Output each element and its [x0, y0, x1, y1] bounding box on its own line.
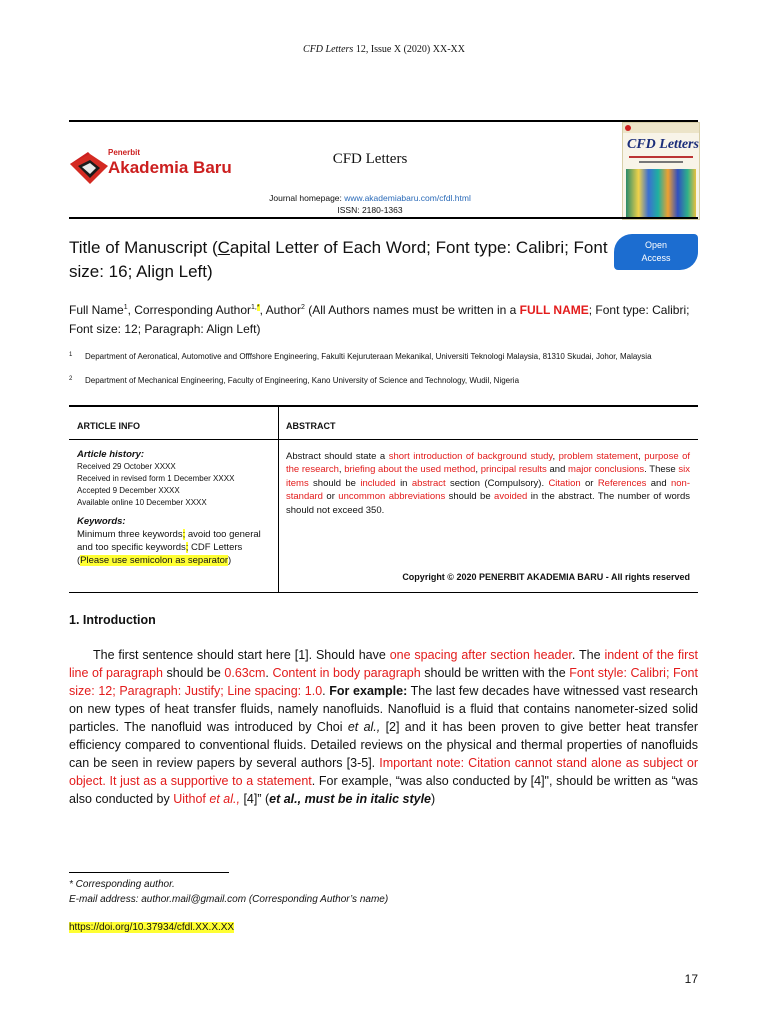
cover-divider [629, 156, 693, 158]
abstract-run: should be [445, 491, 495, 503]
section-heading: 1. Introduction [69, 613, 156, 627]
article-info [77, 448, 272, 567]
open-access-line2: Access [641, 253, 671, 263]
cover-title: CFD Letters [627, 137, 699, 152]
abstract-run: Abstract should state a [286, 451, 389, 462]
table-bottom-rule [69, 592, 698, 593]
title-lead: Title of Manuscript ( [69, 238, 218, 257]
running-head [0, 44, 768, 55]
manuscript-title [69, 236, 609, 284]
journal-cover-image [622, 122, 700, 220]
running-head-issue: 12, Issue X (2020) XX-XX [353, 44, 465, 55]
body-bold-italic: et al., must be in italic style [269, 792, 431, 806]
keywords-note: Please use semicolon as separator [80, 555, 229, 566]
abstract-highlight: purpose of the research [286, 451, 691, 476]
body-paragraph [69, 646, 698, 808]
abstract-highlight: six items [286, 464, 691, 489]
affiliation-2-text: Department of Mechanical Engineering, Faculty of Engineering, Kano University of Science and Technology, Wudil, Nigeria [85, 376, 520, 385]
abstract-run: and [646, 477, 671, 489]
abstract-highlight: References [597, 477, 647, 489]
header-top-rule [69, 120, 698, 122]
abstract-run: in [395, 477, 412, 489]
keywords-part-3: CDF Letters ( [77, 542, 243, 566]
abstract-run: and [546, 464, 569, 476]
online-date: Available online 10 December XXXX [77, 498, 207, 507]
table-divider [278, 406, 279, 592]
abstract-run: , [552, 451, 559, 462]
affiliation-2-number: 2 [69, 376, 73, 382]
article-info-header: ARTICLE INFO [77, 421, 140, 431]
cover-flow-image [626, 169, 696, 217]
author-1: Full Name [69, 303, 124, 317]
abstract-header: ABSTRACT [286, 421, 336, 431]
revised-date: Received in revised form 1 December XXXX [77, 474, 235, 483]
cover-top-band [623, 123, 699, 133]
cover-logo-icon [625, 125, 631, 131]
body-run: [2] and it has been proven to give better heat transfer efficiency compared to conventional fluids. Detailed reviews on the physical and thermal properties of nanofluids can be seen in review papers by several authors [3-5]. [69, 720, 698, 770]
homepage-label: Journal homepage: [269, 193, 345, 203]
body-run: . [322, 684, 330, 698]
abstract-highlight: short introduction of background study [388, 451, 553, 462]
abstract-highlight: principal results [480, 464, 547, 476]
running-head-journal: CFD Letters [303, 44, 354, 55]
corresponding-author-note: * Corresponding author. [69, 879, 175, 890]
logo-akademia-baru: Akademia Baru [108, 158, 232, 177]
body-run: The first sentence should start here [1]. Should have [93, 648, 390, 662]
email-address: E-mail address: author.mail@gmail.com (Corresponding Author’s name) [69, 894, 389, 905]
body-run: . The [571, 648, 605, 662]
abstract-run: section (Compulsory). [445, 477, 549, 489]
page-number: 17 [684, 972, 698, 986]
body-highlight: Uithof [173, 792, 210, 806]
author-3-sup: 2 [300, 304, 305, 311]
footnote-rule [69, 872, 229, 873]
copyright-line: Copyright © 2020 PENERBIT AKADEMIA BARU - All rights reserved [402, 572, 690, 582]
body-run: The last few decades have witnessed vast research on new types of heat transfer fluids, namely nanofluids. Nanofluid is a fluid that contains nanometer-sized solid particles. The nanofluid was introduced by Choi [69, 684, 699, 734]
abstract-text [286, 450, 690, 517]
book-logo-icon [68, 148, 110, 188]
keywords-part-2: avoid too general and too specific keywords [77, 529, 261, 553]
cover-subtitle-line [639, 161, 683, 163]
title-underlined-c: C [217, 238, 230, 257]
author-2-sup: 1, [251, 304, 257, 311]
body-highlight-italic: et al., [209, 792, 240, 806]
abstract-highlight: Citation [548, 477, 581, 489]
logo-penerbit: Penerbit [108, 148, 141, 157]
abstract-highlight: briefing about the used method [344, 464, 476, 476]
article-history-label: Article history: [77, 449, 145, 460]
abstract-highlight: major conclusions [568, 464, 645, 476]
open-access-line1: Open [644, 240, 667, 250]
abstract-highlight: avoided [494, 491, 528, 503]
abstract-run: should be [308, 477, 361, 489]
abstract-run: , [638, 451, 645, 462]
open-access-badge[interactable] [614, 234, 698, 270]
abstract-run: or [322, 491, 339, 503]
full-name-emphasis: FULL NAME [519, 303, 589, 317]
abstract-run: , [475, 464, 481, 476]
abstract-highlight: abstract [411, 477, 446, 489]
journal-homepage [230, 192, 510, 216]
body-highlight: Content in body paragraph [272, 666, 421, 680]
abstract-run: . These [644, 464, 679, 476]
body-run: should be written with the [420, 666, 570, 680]
table-header-rule [69, 439, 698, 440]
corresponding-star: * [256, 304, 260, 311]
body-highlight: one spacing after section header [389, 648, 572, 662]
issn: ISSN: 2180-1363 [337, 205, 403, 215]
keywords-text [77, 528, 272, 567]
homepage-link[interactable]: www.akademiabaru.com/cfdl.html [344, 193, 471, 203]
body-run: . For example, “was also conducted by [4]", should be written as “was also conducted by [69, 774, 698, 806]
body-highlight: indent of the first line of paragraph [69, 648, 699, 680]
author-list [69, 298, 699, 339]
body-highlight: Font style: Calibri; Font size: 12; Paragraph: Justify; Line spacing: 1.0 [69, 666, 698, 698]
affiliation-1-number: 1 [69, 352, 73, 358]
body-highlight: Important note: Citation cannot stand alone as subject or object. It just as a supportive to a statement [69, 756, 699, 788]
author-2: , Corresponding Author [127, 303, 252, 317]
received-date: Received 29 October XXXX [77, 462, 176, 471]
journal-title: CFD Letters [332, 151, 408, 167]
body-run: . [265, 666, 273, 680]
abstract-highlight: included [360, 477, 396, 489]
keywords-label: Keywords: [77, 516, 126, 527]
body-run: should be [162, 666, 225, 680]
header-bottom-rule [69, 217, 698, 219]
doi-link[interactable]: https://doi.org/10.37934/cfdl.XX.X.XX [69, 922, 235, 933]
abstract-highlight: non-standard [286, 477, 690, 503]
affiliation-1-text: Department of Aeronatical, Automotive and Offfshore Engineering, Fakulti Kejuruteraan Mekanikal, Universiti Teknologi Malaysia, 81310 Skudai, Johor, Malaysia [85, 352, 652, 361]
keywords-end: ) [228, 555, 232, 566]
body-italic: et al., [347, 720, 381, 734]
abstract-run: , [338, 464, 345, 476]
semicolon-1: ; [182, 529, 186, 540]
author-note-end: ; Font type: Calibri; Font size: 12; Paragraph: Align Left) [69, 303, 690, 336]
semicolon-2: ; [185, 542, 189, 553]
abstract-highlight: uncommon abbreviations [338, 491, 446, 503]
author-1-sup: 1 [123, 304, 128, 311]
abstract-run: in the abstract. The number of words should not exceed 350. [286, 491, 690, 516]
title-rest: apital Letter of Each Word; Font type: Calibri; Font size: 16; Align Left) [69, 238, 608, 281]
keywords-part-1: Minimum three keywords [77, 529, 183, 540]
table-top-rule [69, 405, 698, 407]
author-3: , Author [259, 303, 301, 317]
body-bold: For example: [329, 684, 408, 698]
body-highlight: 0.63cm [224, 666, 266, 680]
author-note: (All Authors names must be written in a [304, 303, 520, 317]
body-run: [4]” ( [239, 792, 270, 806]
abstract-run: or [580, 477, 598, 489]
abstract-highlight: problem statement [558, 451, 639, 462]
publisher-logo [68, 148, 232, 188]
body-run: ) [431, 792, 436, 806]
accepted-date: Accepted 9 December XXXX [77, 486, 180, 495]
